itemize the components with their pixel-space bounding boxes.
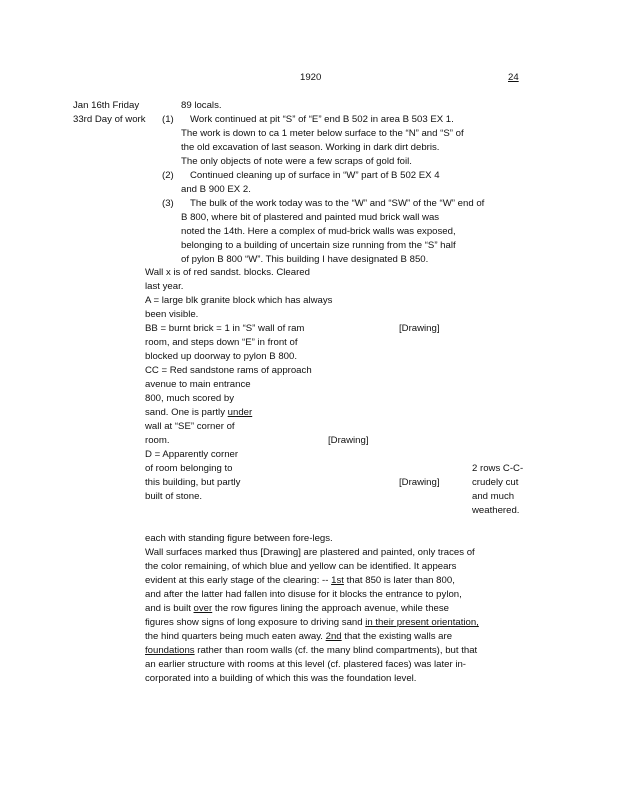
paragraph-text: the hind quarters being much eaten away. <box>145 631 326 642</box>
item-line: B 800, where bit of plastered and painted mud brick wall was <box>181 212 440 223</box>
paragraph-text: the row figures lining the approach avenue, while these <box>212 603 449 614</box>
item-line: Continued cleaning up of surface in “W” part of B 502 EX 4 <box>190 170 440 181</box>
drawing-placeholder: [Drawing] <box>399 323 440 334</box>
legend-line: avenue to main entrance <box>145 379 251 390</box>
item-line: belonging to a building of uncertain size running from the “S” half <box>181 240 456 251</box>
legend-line: been visible. <box>145 309 199 320</box>
item-line: noted the 14th. Here a complex of mud-brick walls was exposed, <box>181 226 456 237</box>
locals-count: 89 locals. <box>181 100 222 111</box>
paragraph-text: evident at this early stage of the clearing: -- <box>145 575 332 586</box>
legend-line: A = large blk granite block which has always <box>145 295 333 306</box>
paragraph-line <box>145 631 452 643</box>
side-note-line: weathered. <box>472 505 520 516</box>
drawing-placeholder: [Drawing] <box>328 435 369 446</box>
item-line: of pylon B 800 “W”. This building I have designated B 850. <box>181 254 429 265</box>
paragraph-line: the color remaining, of which blue and yellow can be identified. It appears <box>145 561 457 572</box>
paragraph-line: corporated into a building of which this was the foundation level. <box>145 673 417 684</box>
paragraph-line: an earlier structure with rooms at this level (cf. plastered faces) was later in- <box>145 659 466 670</box>
paragraph-line <box>145 645 477 657</box>
legend-line: BB = burnt brick = 1 in “S” wall of ram <box>145 323 305 334</box>
legend-line: last year. <box>145 281 184 292</box>
paragraph-line <box>145 575 455 587</box>
paragraph-text: and is built <box>145 603 194 614</box>
legend-line: room. <box>145 435 170 446</box>
legend-text: sand. One is partly <box>145 407 228 418</box>
side-note-line: and much <box>472 491 515 502</box>
underlined-word: 2nd <box>325 631 342 642</box>
paragraph-text: that the existing walls are <box>341 631 453 642</box>
legend-line: blocked up doorway to pylon B 800. <box>145 351 298 362</box>
paragraph-line <box>145 617 479 629</box>
legend-line: wall at “SE” corner of <box>145 421 235 432</box>
legend-line <box>145 407 252 419</box>
item-line: The only objects of note were a few scraps of gold foil. <box>181 156 412 167</box>
paragraph-text: that 850 is later than 800, <box>343 575 455 586</box>
drawing-placeholder: [Drawing] <box>399 477 440 488</box>
legend-line: 800, much scored by <box>145 393 235 404</box>
item-line: Work continued at pit “S” of “E” end B 502 in area B 503 EX 1. <box>190 114 454 125</box>
legend-line: built of stone. <box>145 491 203 502</box>
underlined-word: under <box>227 407 253 418</box>
item-number: (2) <box>162 170 174 181</box>
underlined-word: over <box>193 603 213 614</box>
work-day-line: 33rd Day of work <box>73 114 146 125</box>
paragraph-line <box>145 603 449 615</box>
side-note-line: crudely cut <box>472 477 519 488</box>
item-number: (3) <box>162 198 174 209</box>
paragraph-line: Wall surfaces marked thus [Drawing] are plastered and painted, only traces of <box>145 547 475 558</box>
year-header: 1920 <box>300 72 322 83</box>
underlined-word: 1st <box>331 575 344 586</box>
paragraph-line: each with standing figure between fore-legs. <box>145 533 333 544</box>
legend-line: CC = Red sandstone rams of approach <box>145 365 312 376</box>
legend-line: Wall x is of red sandst. blocks. Cleared <box>145 267 310 278</box>
paragraph-text: rather than room walls (cf. the many blind compartments), but that <box>194 645 478 656</box>
side-note-line: 2 rows C-C- <box>472 463 524 474</box>
underlined-phrase: in their present orientation, <box>365 617 479 628</box>
legend-line: of room belonging to <box>145 463 233 474</box>
page-number: 24 <box>508 72 519 83</box>
underlined-word: foundations <box>145 645 195 656</box>
legend-line: D = Apparently corner <box>145 449 239 460</box>
item-line: The bulk of the work today was to the “W” and “SW” of the “W” end of <box>190 198 485 209</box>
legend-line: this building, but partly <box>145 477 241 488</box>
paragraph-text: figures show signs of long exposure to driving sand <box>145 617 366 628</box>
item-line: The work is down to ca 1 meter below surface to the “N” and “S” of <box>181 128 464 139</box>
item-number: (1) <box>162 114 174 125</box>
paragraph-line: and after the latter had fallen into disuse for it blocks the entrance to pylon, <box>145 589 462 600</box>
legend-line: room, and steps down “E” in front of <box>145 337 298 348</box>
item-line: and B 900 EX 2. <box>181 184 251 195</box>
date-line: Jan 16th Friday <box>73 100 140 111</box>
item-line: the old excavation of last season. Working in dark dirt debris. <box>181 142 440 153</box>
